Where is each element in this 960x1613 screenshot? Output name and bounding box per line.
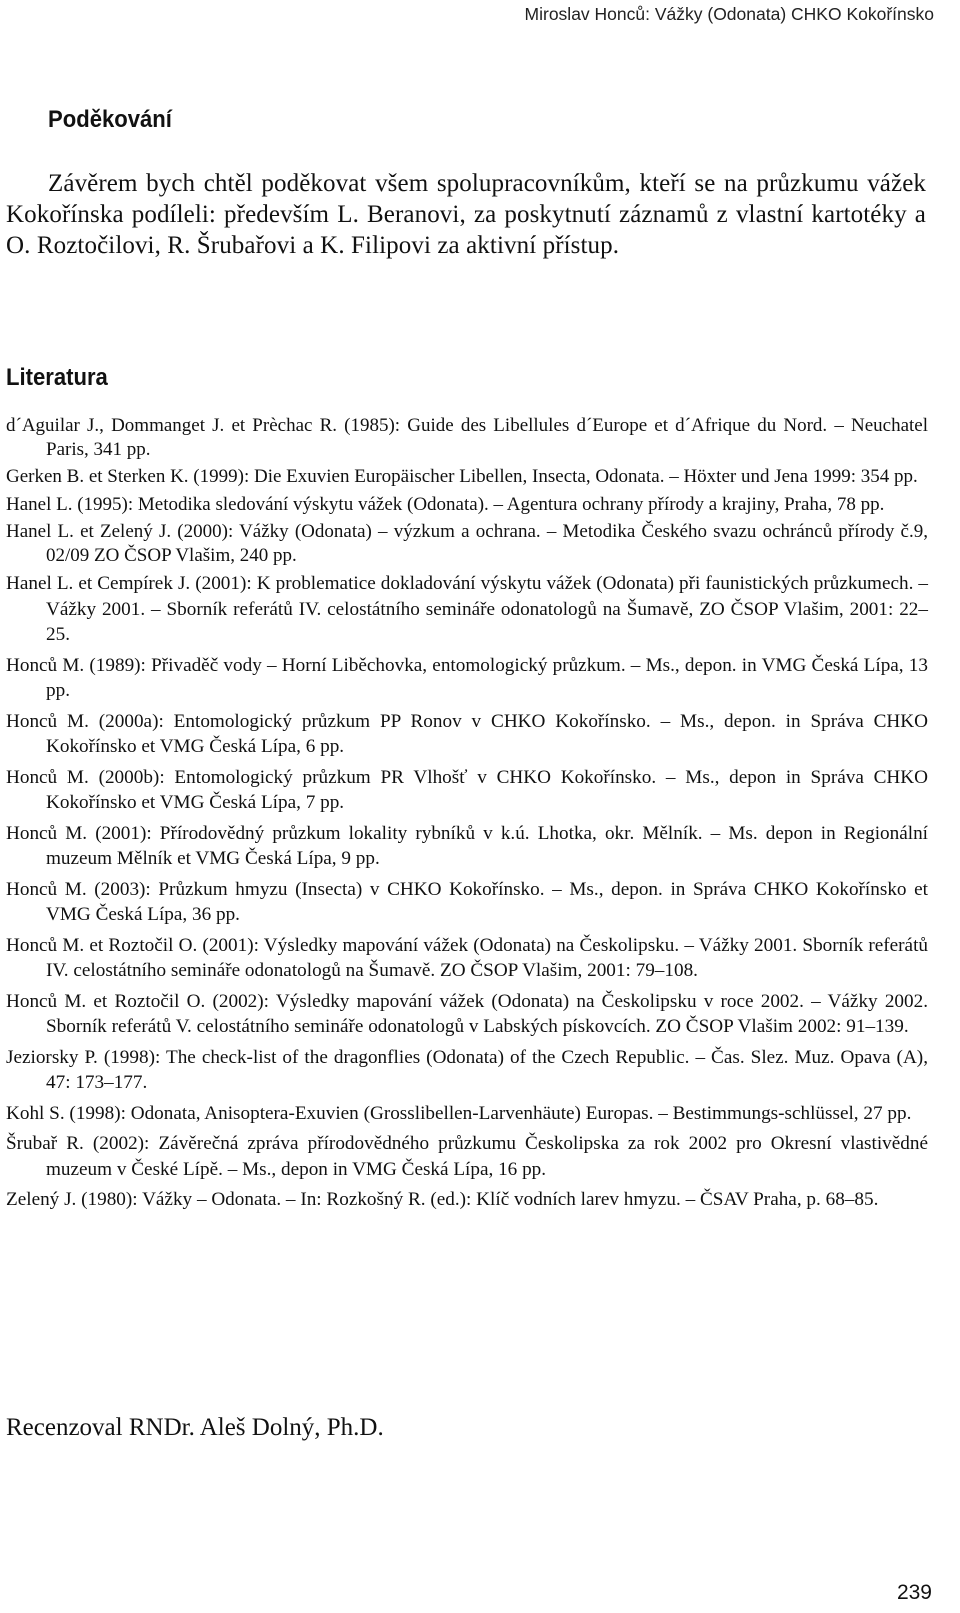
reference-item: Hanel L. et Cempírek J. (2001): K problematice dokladování výskytu vážek (Odonata) při faunistických průzkumech. – Vážky 2001. – Sborník referátů IV. celostátního semináře odonatologů na Šumavě, ZO ČSOP Vlašim, 2001: 22–25. <box>6 573 928 645</box>
reference-item: Šrubař R. (2002): Závěrečná zpráva přírodovědného průzkumu Českolipska za rok 2002 pro Okresní vlastivědné muzeum v České Lípě. – Ms., depon in VMG Česká Lípa, 16 pp. <box>6 1133 928 1180</box>
reference-item: d´Aguilar J., Dommanget J. et Prèchac R. (1985): Guide des Libellules d´Europe et d´Afrique du Nord. – Neuchatel Paris, 341 pp. <box>6 415 928 460</box>
reference-item: Honců M. (2000b): Entomologický průzkum PR Vlhošť v CHKO Kokořínsko. – Ms., depon in Správa CHKO Kokořínsko et VMG Česká Lípa, 7 pp. <box>6 766 928 813</box>
reference-item: Hanel L. et Zelený J. (2000): Vážky (Odonata) – výzkum a ochrana. – Metodika Českého svazu ochránců přírody č.9, 02/09 ZO ČSOP Vlašim, 240 pp. <box>6 521 928 566</box>
reference-item: Honců M. et Roztočil O. (2002): Výsledky mapování vážek (Odonata) na Českolipsku v roce 2002. – Vážky 2002. Sborník referátů V. celostátního semináře odonatologů v Labských pískovcích. ZO ČSOP Vlašim 2002: 91–139. <box>6 990 928 1037</box>
acknowledgements-heading: Poděkování <box>48 106 172 133</box>
reference-item: Honců M. (2000a): Entomologický průzkum PP Ronov v CHKO Kokořínsko. – Ms., depon. in Správa CHKO Kokořínsko et VMG Česká Lípa, 6 pp. <box>6 710 928 757</box>
reference-item: Hanel L. (1995): Metodika sledování výskytu vážek (Odonata). – Agentura ochrany přírody a krajiny, Praha, 78 pp. <box>6 493 885 515</box>
reference-item: Honců M. (2003): Průzkum hmyzu (Insecta) v CHKO Kokořínsko. – Ms., depon. in Správa CHKO Kokořínsko et VMG Česká Lípa, 36 pp. <box>6 878 928 925</box>
reference-item: Zelený J. (1980): Vážky – Odonata. – In: Rozkošný R. (ed.): Klíč vodních larev hmyzu. – ČSAV Praha, p. 68–85. <box>6 1189 879 1210</box>
reference-item: Honců M. (2001): Přírodovědný průzkum lokality rybníků v k.ú. Lhotka, okr. Mělník. – Ms. depon in Regionální muzeum Mělník et VMG Česká Lípa, 9 pp. <box>6 822 928 869</box>
reviewer-line: Recenzoval RNDr. Aleš Dolný, Ph.D. <box>6 1414 384 1441</box>
acknowledgements-paragraph: Závěrem bych chtěl poděkovat všem spolupracovníkům, kteří se na průzkumu vážek Kokořínska podíleli: především L. Beranovi, za poskytnutí záznamů z vlastní kartotéky a O. Roztočilovi, R. Šrubařovi a K. Filipovi za aktivní přístup. <box>6 170 926 259</box>
reference-item: Gerken B. et Sterken K. (1999): Die Exuvien Europäischer Libellen, Insecta, Odonata. – Höxter und Jena 1999: 354 pp. <box>6 466 918 487</box>
running-header: Miroslav Honců: Vážky (Odonata) CHKO Kokořínsko <box>524 4 934 24</box>
reference-item: Honců M. (1989): Přivaděč vody – Horní Liběchovka, entomologický průzkum. – Ms., depon. in VMG Česká Lípa, 13 pp. <box>6 654 928 701</box>
reference-list <box>6 414 928 1213</box>
reference-item: Kohl S. (1998): Odonata, Anisoptera-Exuvien (Grosslibellen-Larvenhäute) Europas. – Bestimmungs-schlüssel, 27 pp. <box>6 1102 912 1124</box>
page-number: 239 <box>896 1581 932 1604</box>
reference-item: Jeziorsky P. (1998): The check-list of the dragonflies (Odonata) of the Czech Republic. – Čas. Slez. Muz. Opava (A), 47: 173–177. <box>6 1046 928 1093</box>
literature-heading: Literatura <box>6 364 108 391</box>
reference-item: Honců M. et Roztočil O. (2001): Výsledky mapování vážek (Odonata) na Českolipsku. – Vážky 2001. Sborník referátů IV. celostátního semináře odonatologů na Šumavě. ZO ČSOP Vlašim, 2001: 79–108. <box>6 934 928 981</box>
